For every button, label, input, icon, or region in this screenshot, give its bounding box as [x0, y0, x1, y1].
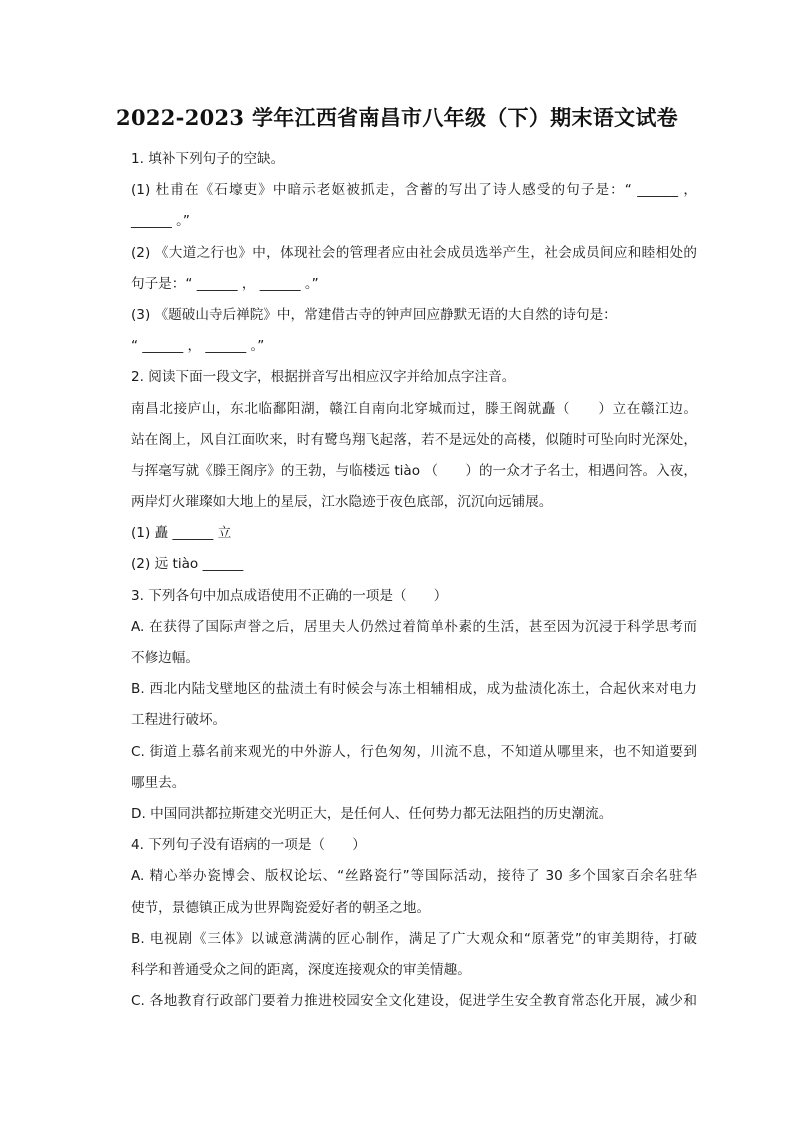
q2-passage-line2: 站在阁上，风自江面吹来，时有鹭鸟翔飞起落，若不是远处的高楼，似随时可坠向时光深处， — [131, 431, 697, 448]
q2-passage-line1: 南昌北接庐山，东北临鄱阳湖，赣江自南向北穿城而过，滕王阁就矗（ ）立在赣江边。 — [131, 400, 697, 417]
q2-item1: (1) 矗 ______ 立 — [131, 525, 232, 542]
q1-heading: 1. 填补下列句子的空缺。 — [131, 151, 285, 167]
q2-passage-line4: 两岸灯火璀璨如大地上的星辰，江水隐迹于夜色底部，沉沉向远铺展。 — [131, 494, 553, 511]
q2-item2: (2) 远 tiào ______ — [131, 556, 244, 573]
q3-option-c-line2: 哪里去。 — [131, 774, 186, 791]
q4-option-b-line1: B. 电视剧《三体》以诚意满满的匠心制作，满足了广大观众和“原著党”的审美期待，打破 — [131, 930, 697, 947]
q2-passage-line3: 与挥毫写就《滕王阁序》的王勃，与临楼远 tiào （ ）的一众才子名士，相遇问答。入夜， — [131, 462, 697, 479]
q1-item2-line1: (2) 《大道之行也》中，体现社会的管理者应由社会成员选举产生，社会成员间应和睦相处的 — [131, 244, 697, 261]
q2-heading: 2. 阅读下面一段文字，根据拼音写出相应汉字并给加点字注音。 — [131, 369, 516, 386]
page-title: 2022-2023 学年江西省南昌市八年级（下）期末语文试卷 — [116, 105, 678, 130]
q3-option-c-line1: C. 街道上慕名前来观光的中外游人，行色匆匆，川流不息，不知道从哪里来，也不知道要到 — [131, 743, 697, 760]
q1-item3-line2: “ ______ ， ______ 。” — [131, 338, 265, 355]
q4-option-a-line2: 使节，景德镇正成为世界陶瓷爱好者的朝圣之地。 — [131, 899, 431, 916]
q3-option-d: D. 中国同洪都拉斯建交光明正大，是任何人、任何势力都无法阻挡的历史潮流。 — [131, 805, 613, 822]
q4-heading: 4. 下列句子没有语病的一项是（ ） — [131, 837, 366, 854]
q3-option-a-line2: 不修边幅。 — [131, 650, 199, 666]
q4-option-b-line2: 科学和普通受众之间的距离，深度连接观众的审美情趣。 — [131, 961, 471, 978]
q1-item3-line1: (3) 《题破山寺后禅院》中，常建借古寺的钟声回应静默无语的大自然的诗句是： — [131, 306, 617, 323]
q1-item2-line2: 句子是：“ ______ ， ______ 。” — [131, 275, 319, 292]
q3-option-b-line1: B. 西北内陆戈壁地区的盐渍土有时候会与冻土相辅相成，成为盐渍化冻土，合起伙来对电力 — [131, 681, 697, 698]
q4-option-c-line1: C. 各地教育行政部门要着力推进校园安全文化建设，促进学生安全教育常态化开展，减少和 — [131, 993, 697, 1010]
q3-option-a-line1: A. 在获得了国际声誉之后，居里夫人仍然过着简单朴素的生活，甚至因为沉浸于科学思考而 — [131, 618, 697, 635]
q1-item1-line1: (1) 杜甫在《石壕吏》中暗示老妪被抓走，含蓄的写出了诗人感受的句子是：“ ______ ， — [131, 182, 697, 199]
q3-option-b-line2: 工程进行破坏。 — [131, 712, 227, 729]
q1-item1-line2: ______ 。” — [131, 213, 190, 230]
q4-option-a-line1: A. 精心举办瓷博会、版权论坛、“丝路瓷行”等国际活动，接待了 30 多个国家百余名驻华 — [131, 868, 697, 885]
q3-heading: 3. 下列各句中加点成语使用不正确的一项是（ ） — [131, 587, 448, 604]
exam-content — [131, 144, 697, 1017]
